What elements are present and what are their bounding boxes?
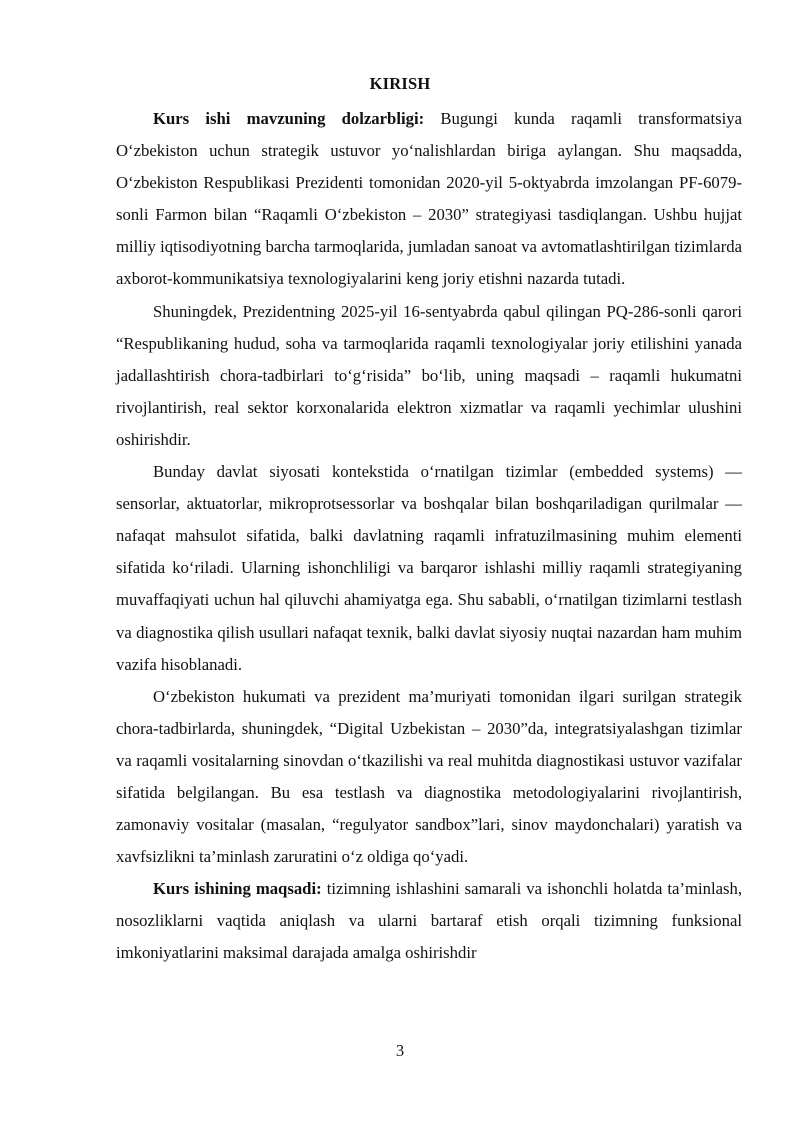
paragraph-text: O‘zbekiston hukumati va prezident ma’muriyati tomonidan ilgari surilgan strategik chora-tadbirlarda, shuningdek, “Digital Uzbekistan – 2030”da, integratsiyalashgan tizimlar va raqamli vositalarning sinovdan o‘tkazilishi va real muhitda diagnostikasi ustuvor vazifalar sifatida belgilangan. Bu esa testlash va diagnostika metodologiyalarini rivojlantirish, zamonaviy vositalar (masalan, “regulyator sandbox”lari, sinov maydonchalari) yaratish va xavfsizlikni ta’minlash zaruratini o‘z oldiga qo‘yadi.: [116, 686, 742, 867]
paragraph-goal: [116, 873, 742, 969]
section-heading: KIRISH: [369, 74, 431, 93]
paragraph-lead: Kurs ishi mavzuning dolzarbligi:: [153, 109, 425, 128]
document-body: [116, 103, 742, 970]
paragraph-resolution: [116, 296, 742, 456]
paragraph-embedded-systems: [116, 456, 742, 681]
page-number: 3: [395, 1041, 405, 1060]
paragraph-lead: Kurs ishining maqsadi:: [153, 879, 322, 899]
paragraph-text: Bunday davlat siyosati kontekstida o‘rnatilgan tizimlar (embedded systems) — sensorlar, aktuatorlar, mikroprotsessorlar va boshqalar bilan boshqariladigan qurilmalar — nafaqat mahsulot sifatida, balki davlatning raqamli infratuzilmasining muhim elementi sifatida ko‘riladi. Ularning ishonchliligi va barqaror ishlashi milliy raqamli strategiyaning muvaffaqiyati uchun hal qiluvchi ahamiyatga ega. Shu sababli, o‘rnatilgan tizimlarni testlash va diagnostika qilish usullari nafaqat texnik, balki davlat siyosiy nuqtai nazardan ham muhim vazifa hisoblanadi.: [116, 462, 742, 674]
paragraph-text: tizimning ishlashini samarali va ishonchli holatda ta’minlash, nosozliklarni vaqtida aniqlash va ularni bartaraf etish orqali tizimning funksional imkoniyatlarini maksimal darajada amalga oshirishdir: [116, 879, 742, 963]
paragraph-government-strategy: [116, 681, 742, 874]
paragraph-text: Shuningdek, Prezidentning 2025-yil 16-sentyabrda qabul qilingan PQ-286-sonli qarori “Respublikaning hudud, soha va tarmoqlarida raqamli texnologiyalar joriy etilishini yanada jadallashtirish chora-tadbirlari to‘g‘risida” bo‘lib, uning maqsadi – raqamli hukumatni rivojlantirish, real sektor korxonalarida elektron xizmatlar va raqamli yechimlar ulushini oshirishdir.: [116, 301, 742, 449]
paragraph-relevance: [116, 103, 742, 296]
paragraph-text: Bugungi kunda raqamli transformatsiya O‘zbekiston uchun strategik ustuvor yo‘nalishlardan biriga aylangan. Shu maqsadda, O‘zbekiston Respublikasi Prezidenti tomonidan 2020-yil 5-oktyabrda imzolangan PF-6079-sonli Farmon bilan “Raqamli O‘zbekiston – 2030” strategiyasi tasdiqlangan. Ushbu hujjat milliy iqtisodiyotning barcha tarmoqlarida, jumladan sanoat va avtomatlashtirilgan tizimlarda axborot-kommunikatsiya texnologiyalarini keng joriy etishni nazarda tutadi.: [116, 109, 742, 289]
